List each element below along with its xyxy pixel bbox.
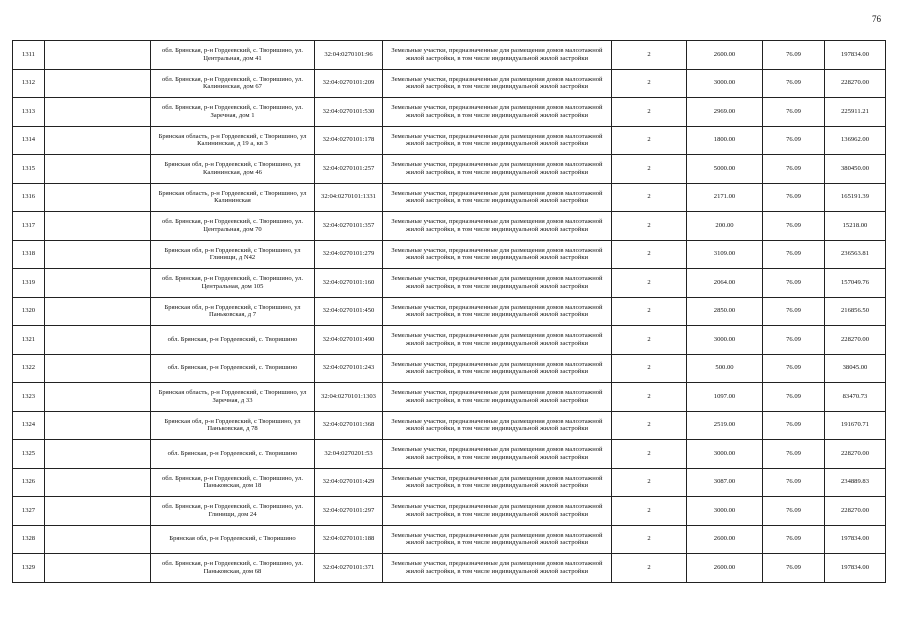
row-number-cell: 1312 <box>13 69 45 98</box>
area-cell: 1800.00 <box>687 126 763 155</box>
cadastral-number-cell: 32:04:0270101:371 <box>315 554 383 583</box>
row-number-cell: 1317 <box>13 212 45 241</box>
land-plots-table <box>12 40 886 583</box>
table-row <box>13 212 886 241</box>
permitted-use-cell: Земельные участки, предназначенные для размещения домов малоэтажной жилой застройки, в том числе индивидуальной жилой застройки <box>383 240 612 269</box>
row-number-cell: 1321 <box>13 326 45 355</box>
cadastral-cost-cell: 165191.39 <box>825 183 886 212</box>
permitted-use-cell: Земельные участки, предназначенные для размещения домов малоэтажной жилой застройки, в том числе индивидуальной жилой застройки <box>383 269 612 298</box>
table-row <box>13 183 886 212</box>
table-row <box>13 411 886 440</box>
permitted-use-cell: Земельные участки, предназначенные для размещения домов малоэтажной жилой застройки, в том числе индивидуальной жилой застройки <box>383 98 612 127</box>
table-row <box>13 354 886 383</box>
address-cell: обл. Брянская, р-н Гордеевский, с. Творишино, ул. Заречная, дом 1 <box>151 98 315 127</box>
address-cell: Брянская обл, р-н Гордеевский, с Творишино, ул Калининская, дом 46 <box>151 155 315 184</box>
category-cell: 2 <box>612 69 687 98</box>
row-number-cell: 1322 <box>13 354 45 383</box>
row-number-cell: 1325 <box>13 440 45 469</box>
area-cell: 2600.00 <box>687 554 763 583</box>
table-row <box>13 269 886 298</box>
table-row <box>13 69 886 98</box>
area-cell: 2064.00 <box>687 269 763 298</box>
cadastral-number-cell: 32:04:0270101:357 <box>315 212 383 241</box>
empty-cell <box>45 383 151 412</box>
area-cell: 3000.00 <box>687 497 763 526</box>
unit-price-cell: 76.09 <box>763 240 825 269</box>
empty-cell <box>45 212 151 241</box>
unit-price-cell: 76.09 <box>763 297 825 326</box>
category-cell: 2 <box>612 354 687 383</box>
row-number-cell: 1319 <box>13 269 45 298</box>
category-cell: 2 <box>612 98 687 127</box>
address-cell: Брянская обл, р-н Гордеевский, с Творишино <box>151 525 315 554</box>
unit-price-cell: 76.09 <box>763 98 825 127</box>
permitted-use-cell: Земельные участки, предназначенные для размещения домов малоэтажной жилой застройки, в том числе индивидуальной жилой застройки <box>383 155 612 184</box>
unit-price-cell: 76.09 <box>763 525 825 554</box>
permitted-use-cell: Земельные участки, предназначенные для размещения домов малоэтажной жилой застройки, в том числе индивидуальной жилой застройки <box>383 468 612 497</box>
unit-price-cell: 76.09 <box>763 269 825 298</box>
empty-cell <box>45 269 151 298</box>
empty-cell <box>45 354 151 383</box>
row-number-cell: 1323 <box>13 383 45 412</box>
empty-cell <box>45 468 151 497</box>
cadastral-number-cell: 32:04:0270101:96 <box>315 41 383 70</box>
empty-cell <box>45 411 151 440</box>
row-number-cell: 1314 <box>13 126 45 155</box>
category-cell: 2 <box>612 525 687 554</box>
table-row <box>13 326 886 355</box>
category-cell: 2 <box>612 497 687 526</box>
category-cell: 2 <box>612 297 687 326</box>
cadastral-cost-cell: 234889.83 <box>825 468 886 497</box>
cadastral-cost-cell: 15218.00 <box>825 212 886 241</box>
area-cell: 2519.00 <box>687 411 763 440</box>
permitted-use-cell: Земельные участки, предназначенные для размещения домов малоэтажной жилой застройки, в том числе индивидуальной жилой застройки <box>383 69 612 98</box>
address-cell: Брянская область, р-н Гордеевский, с Творишино, ул Калининская <box>151 183 315 212</box>
cadastral-cost-cell: 157049.76 <box>825 269 886 298</box>
table-row <box>13 240 886 269</box>
permitted-use-cell: Земельные участки, предназначенные для размещения домов малоэтажной жилой застройки, в том числе индивидуальной жилой застройки <box>383 212 612 241</box>
address-cell: обл. Брянская, р-н Гордеевский, с. Творишино, ул. Паньковская, дом 18 <box>151 468 315 497</box>
cadastral-cost-cell: 228270.00 <box>825 497 886 526</box>
permitted-use-cell: Земельные участки, предназначенные для размещения домов малоэтажной жилой застройки, в том числе индивидуальной жилой застройки <box>383 354 612 383</box>
permitted-use-cell: Земельные участки, предназначенные для размещения домов малоэтажной жилой застройки, в том числе индивидуальной жилой застройки <box>383 41 612 70</box>
row-number-cell: 1324 <box>13 411 45 440</box>
table-row <box>13 383 886 412</box>
permitted-use-cell: Земельные участки, предназначенные для размещения домов малоэтажной жилой застройки, в том числе индивидуальной жилой застройки <box>383 554 612 583</box>
unit-price-cell: 76.09 <box>763 440 825 469</box>
row-number-cell: 1316 <box>13 183 45 212</box>
unit-price-cell: 76.09 <box>763 326 825 355</box>
row-number-cell: 1315 <box>13 155 45 184</box>
category-cell: 2 <box>612 41 687 70</box>
category-cell: 2 <box>612 155 687 184</box>
cadastral-cost-cell: 216856.50 <box>825 297 886 326</box>
empty-cell <box>45 497 151 526</box>
address-cell: обл. Брянская, р-н Гордеевский, с. Творишино, ул. Центральная, дом 105 <box>151 269 315 298</box>
table-row <box>13 468 886 497</box>
cadastral-number-cell: 32:04:0270101:1303 <box>315 383 383 412</box>
area-cell: 1097.00 <box>687 383 763 412</box>
empty-cell <box>45 326 151 355</box>
table-row <box>13 554 886 583</box>
cadastral-number-cell: 32:04:0270101:188 <box>315 525 383 554</box>
empty-cell <box>45 525 151 554</box>
table-row <box>13 497 886 526</box>
address-cell: Брянская область, р-н Гордеевский, с Творишино, ул Калининская, д 19 а, кв 3 <box>151 126 315 155</box>
area-cell: 5000.00 <box>687 155 763 184</box>
row-number-cell: 1326 <box>13 468 45 497</box>
cadastral-number-cell: 32:04:0270201:53 <box>315 440 383 469</box>
address-cell: обл. Брянская, р-н Гордеевский, с. Творишино <box>151 326 315 355</box>
area-cell: 3000.00 <box>687 440 763 469</box>
unit-price-cell: 76.09 <box>763 554 825 583</box>
area-cell: 2600.00 <box>687 41 763 70</box>
category-cell: 2 <box>612 440 687 469</box>
unit-price-cell: 76.09 <box>763 411 825 440</box>
address-cell: обл. Брянская, р-н Гордеевский, с. Творишино <box>151 440 315 469</box>
address-cell: обл. Брянская, р-н Гордеевский, с. Творишино, ул. Центральная, дом 41 <box>151 41 315 70</box>
category-cell: 2 <box>612 411 687 440</box>
cadastral-number-cell: 32:04:0270101:209 <box>315 69 383 98</box>
row-number-cell: 1311 <box>13 41 45 70</box>
permitted-use-cell: Земельные участки, предназначенные для размещения домов малоэтажной жилой застройки, в том числе индивидуальной жилой застройки <box>383 183 612 212</box>
row-number-cell: 1329 <box>13 554 45 583</box>
category-cell: 2 <box>612 269 687 298</box>
address-cell: Брянская обл, р-н Гордеевский, с Творишино, ул Паньковская, д 7 <box>151 297 315 326</box>
category-cell: 2 <box>612 240 687 269</box>
table-row <box>13 297 886 326</box>
area-cell: 200.00 <box>687 212 763 241</box>
cadastral-number-cell: 32:04:0270101:368 <box>315 411 383 440</box>
category-cell: 2 <box>612 554 687 583</box>
cadastral-number-cell: 32:04:0270101:429 <box>315 468 383 497</box>
unit-price-cell: 76.09 <box>763 69 825 98</box>
area-cell: 2600.00 <box>687 525 763 554</box>
row-number-cell: 1328 <box>13 525 45 554</box>
address-cell: Брянская обл, р-н Гордеевский, с Творишино, ул Паньковская, д 78 <box>151 411 315 440</box>
cadastral-cost-cell: 197834.00 <box>825 41 886 70</box>
cadastral-number-cell: 32:04:0270101:490 <box>315 326 383 355</box>
row-number-cell: 1318 <box>13 240 45 269</box>
unit-price-cell: 76.09 <box>763 155 825 184</box>
unit-price-cell: 76.09 <box>763 468 825 497</box>
area-cell: 500.00 <box>687 354 763 383</box>
cadastral-number-cell: 32:04:0270101:160 <box>315 269 383 298</box>
cadastral-cost-cell: 136962.00 <box>825 126 886 155</box>
cadastral-cost-cell: 225911.21 <box>825 98 886 127</box>
category-cell: 2 <box>612 212 687 241</box>
cadastral-number-cell: 32:04:0270101:450 <box>315 297 383 326</box>
category-cell: 2 <box>612 468 687 497</box>
cadastral-cost-cell: 228270.00 <box>825 326 886 355</box>
address-cell: обл. Брянская, р-н Гордеевский, с. Творишино <box>151 354 315 383</box>
row-number-cell: 1320 <box>13 297 45 326</box>
permitted-use-cell: Земельные участки, предназначенные для размещения домов малоэтажной жилой застройки, в том числе индивидуальной жилой застройки <box>383 440 612 469</box>
cadastral-number-cell: 32:04:0270101:243 <box>315 354 383 383</box>
cadastral-cost-cell: 197834.00 <box>825 525 886 554</box>
category-cell: 2 <box>612 183 687 212</box>
empty-cell <box>45 98 151 127</box>
row-number-cell: 1327 <box>13 497 45 526</box>
cadastral-cost-cell: 38045.00 <box>825 354 886 383</box>
empty-cell <box>45 240 151 269</box>
table-body <box>13 41 886 583</box>
area-cell: 2969.00 <box>687 98 763 127</box>
empty-cell <box>45 183 151 212</box>
table-row <box>13 98 886 127</box>
cadastral-number-cell: 32:04:0270101:257 <box>315 155 383 184</box>
cadastral-cost-cell: 228270.00 <box>825 440 886 469</box>
empty-cell <box>45 126 151 155</box>
unit-price-cell: 76.09 <box>763 383 825 412</box>
empty-cell <box>45 554 151 583</box>
category-cell: 2 <box>612 126 687 155</box>
table-row <box>13 440 886 469</box>
cadastral-number-cell: 32:04:0270101:279 <box>315 240 383 269</box>
area-cell: 2850.00 <box>687 297 763 326</box>
cadastral-cost-cell: 191670.71 <box>825 411 886 440</box>
address-cell: обл. Брянская, р-н Гордеевский, с. Творишино, ул. Калининская, дом 67 <box>151 69 315 98</box>
area-cell: 3000.00 <box>687 326 763 355</box>
cadastral-number-cell: 32:04:0270101:178 <box>315 126 383 155</box>
unit-price-cell: 76.09 <box>763 497 825 526</box>
permitted-use-cell: Земельные участки, предназначенные для размещения домов малоэтажной жилой застройки, в том числе индивидуальной жилой застройки <box>383 326 612 355</box>
unit-price-cell: 76.09 <box>763 126 825 155</box>
unit-price-cell: 76.09 <box>763 212 825 241</box>
empty-cell <box>45 41 151 70</box>
cadastral-number-cell: 32:04:0270101:1331 <box>315 183 383 212</box>
permitted-use-cell: Земельные участки, предназначенные для размещения домов малоэтажной жилой застройки, в том числе индивидуальной жилой застройки <box>383 126 612 155</box>
category-cell: 2 <box>612 383 687 412</box>
table-row <box>13 525 886 554</box>
cadastral-number-cell: 32:04:0270101:530 <box>315 98 383 127</box>
cadastral-cost-cell: 236563.81 <box>825 240 886 269</box>
unit-price-cell: 76.09 <box>763 354 825 383</box>
permitted-use-cell: Земельные участки, предназначенные для размещения домов малоэтажной жилой застройки, в том числе индивидуальной жилой застройки <box>383 383 612 412</box>
page-number: 76 <box>872 14 881 24</box>
unit-price-cell: 76.09 <box>763 183 825 212</box>
table-row <box>13 126 886 155</box>
permitted-use-cell: Земельные участки, предназначенные для размещения домов малоэтажной жилой застройки, в том числе индивидуальной жилой застройки <box>383 411 612 440</box>
address-cell: Брянская область, р-н Гордеевский, с Творишино, ул Заречная, д 33 <box>151 383 315 412</box>
category-cell: 2 <box>612 326 687 355</box>
table-row <box>13 41 886 70</box>
permitted-use-cell: Земельные участки, предназначенные для размещения домов малоэтажной жилой застройки, в том числе индивидуальной жилой застройки <box>383 525 612 554</box>
row-number-cell: 1313 <box>13 98 45 127</box>
address-cell: обл. Брянская, р-н Гордеевский, с. Творишино, ул. Глинищи, дом 24 <box>151 497 315 526</box>
cadastral-number-cell: 32:04:0270101:297 <box>315 497 383 526</box>
empty-cell <box>45 69 151 98</box>
permitted-use-cell: Земельные участки, предназначенные для размещения домов малоэтажной жилой застройки, в том числе индивидуальной жилой застройки <box>383 297 612 326</box>
table-row <box>13 155 886 184</box>
area-cell: 3109.00 <box>687 240 763 269</box>
area-cell: 3000.00 <box>687 69 763 98</box>
empty-cell <box>45 440 151 469</box>
address-cell: обл. Брянская, р-н Гордеевский, с. Творишино, ул. Центральная, дом 70 <box>151 212 315 241</box>
permitted-use-cell: Земельные участки, предназначенные для размещения домов малоэтажной жилой застройки, в том числе индивидуальной жилой застройки <box>383 497 612 526</box>
area-cell: 2171.00 <box>687 183 763 212</box>
address-cell: обл. Брянская, р-н Гордеевский, с. Творишино, ул. Паньковская, дом 68 <box>151 554 315 583</box>
cadastral-cost-cell: 83470.73 <box>825 383 886 412</box>
unit-price-cell: 76.09 <box>763 41 825 70</box>
address-cell: Брянская обл, р-н Гордеевский, с Творишино, ул Глинищи, д N42 <box>151 240 315 269</box>
empty-cell <box>45 297 151 326</box>
cadastral-cost-cell: 197834.00 <box>825 554 886 583</box>
cadastral-cost-cell: 380450.00 <box>825 155 886 184</box>
area-cell: 3087.00 <box>687 468 763 497</box>
cadastral-cost-cell: 228270.00 <box>825 69 886 98</box>
empty-cell <box>45 155 151 184</box>
